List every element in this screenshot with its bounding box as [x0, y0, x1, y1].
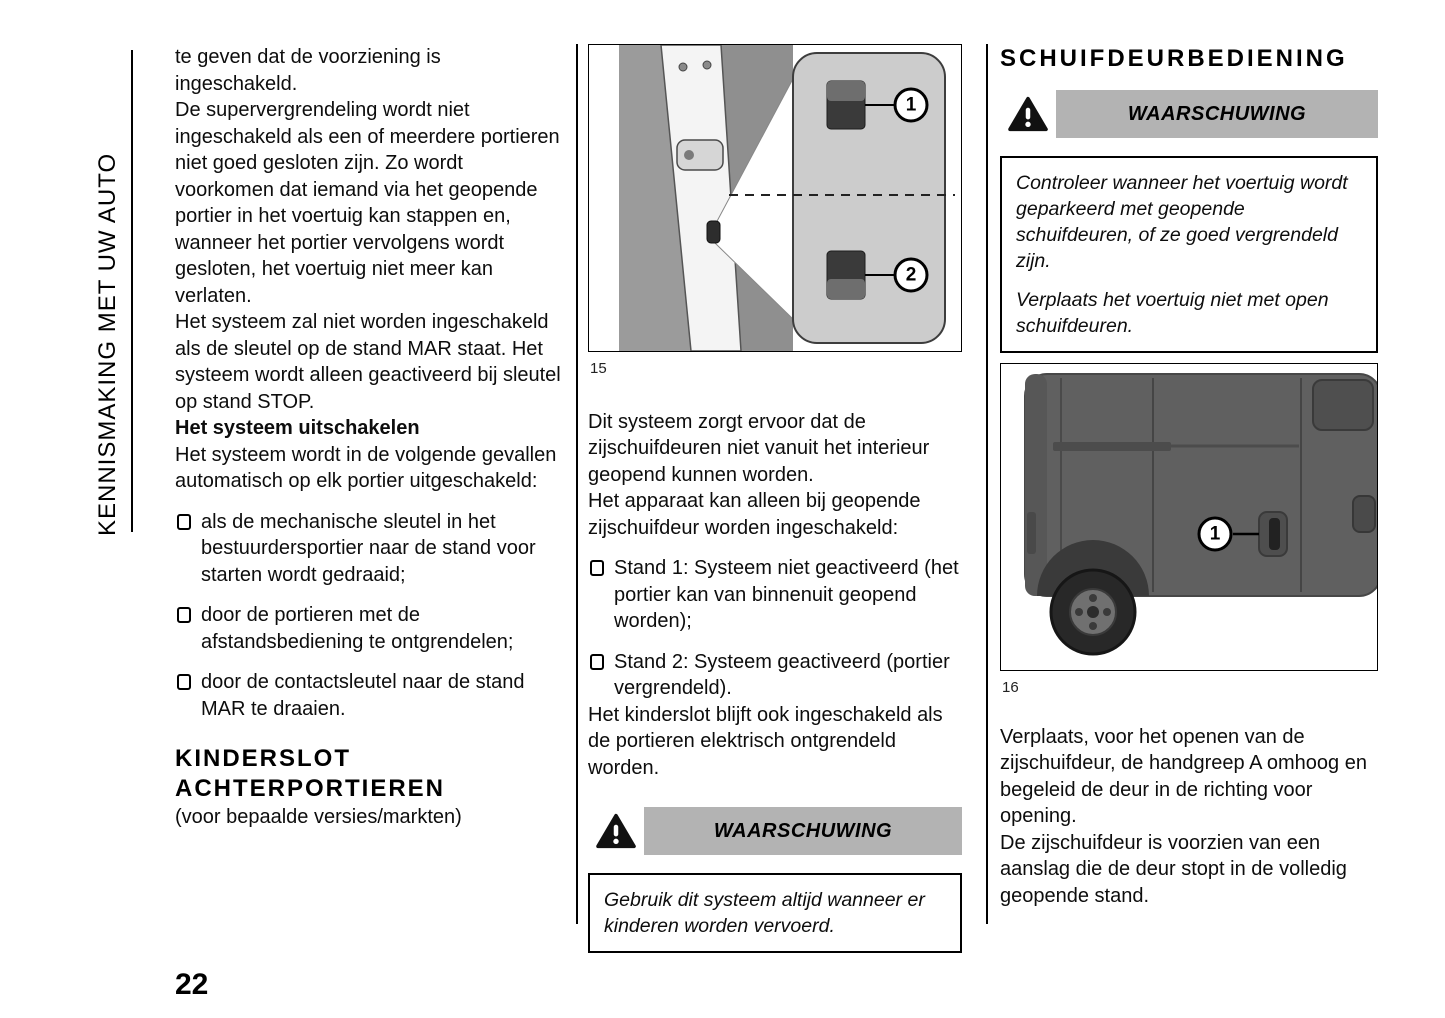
door-lock-illustration: [589, 45, 961, 351]
warning-bar: [588, 807, 962, 855]
column-divider-right: [986, 44, 988, 924]
checkbox-bullet-icon: [177, 607, 191, 623]
figure-16-label: 16: [1002, 679, 1019, 696]
wheel-bolt: [1089, 594, 1097, 602]
callout-number-2: 2: [905, 264, 917, 286]
checkbox-bullet-icon: [590, 654, 604, 670]
checkbox-bullet-icon: [177, 674, 191, 690]
screw-icon: [703, 61, 711, 69]
warning-icon-box: [1000, 90, 1056, 138]
list-item-text: door de portieren met de afstandsbediening te ontgrendelen;: [201, 604, 514, 653]
warning-triangle-icon: [596, 813, 636, 849]
paragraph: Verplaats, voor het openen van de zijschuifdeur, de handgreep A omhoog en begeleid de deur in de richting voor opening.: [1000, 725, 1367, 827]
warning-text: Controleer wanneer het voertuig wordt geparkeerd met geopende schuifdeuren, of ze goed vergrendeld zijn.: [1016, 172, 1348, 272]
lock-position-1-toggle: [827, 81, 865, 101]
list-item: [588, 555, 962, 635]
figure-15-door-lock-illustration: [588, 44, 962, 352]
lock-position-2-toggle: [827, 279, 865, 299]
warning-text-box: [588, 873, 962, 953]
list-item-text: door de contactsleutel naar de stand MAR te draaien.: [201, 671, 525, 720]
rub-rail: [1053, 442, 1171, 451]
right-text-block: [1000, 724, 1378, 910]
wheel-bolt: [1103, 608, 1111, 616]
wheel-cap: [1087, 606, 1099, 618]
paragraph: Het apparaat kan alleen bij geopende zijschuifdeur worden ingeschakeld:: [588, 490, 921, 539]
chapter-title-rule: [131, 50, 133, 532]
list-item-text: als de mechanische sleutel in het bestuurdersportier naar de stand voor starten wordt gedraaid;: [201, 510, 536, 586]
screw-icon: [679, 63, 687, 71]
warning-text-box: [1000, 156, 1378, 353]
checkbox-bullet-icon: [590, 560, 604, 576]
latch-detail: [684, 150, 694, 160]
front-door-window: [1313, 380, 1373, 430]
paragraph: Het systeem wordt in de volgende gevallen automatisch op elk portier uitgeschakeld:: [175, 443, 557, 492]
list-item: [588, 649, 962, 702]
column-right: [1000, 44, 1378, 909]
list-item: [175, 602, 567, 655]
paragraph: De supervergrendeling wordt niet ingeschakeld als een of meerdere portieren niet goed gesloten zijn. Zo wordt voorkomen dat iemand via het geopende portier in het voertuig kan stappen en, wanneer het portier vervolgens wordt gesloten, het voertuig niet meer kan verlaten.: [175, 99, 560, 307]
list-item-text: Stand 2: Systeem geactiveerd (portier vergrendeld).: [614, 650, 950, 699]
figure-15-label: 15: [590, 360, 607, 377]
warning-title: WAARSCHUWING: [713, 819, 893, 842]
side-mirror: [1353, 496, 1375, 532]
callout-number-1: 1: [1209, 523, 1221, 545]
child-lock-knob: [707, 221, 720, 243]
van-rear-shading: [1025, 374, 1047, 596]
column-divider-left: [576, 44, 578, 924]
warning-bar: [1000, 90, 1378, 138]
paragraph: te geven dat de voorziening is ingeschakeld.: [175, 46, 441, 95]
door-handle: [1269, 518, 1280, 550]
checkbox-bullet-icon: [177, 514, 191, 530]
paragraph: De zijschuifdeur is voorzien van een aanslag die de deur stopt in de volledig geopende stand.: [1000, 831, 1347, 907]
wheel-bolt: [1075, 608, 1083, 616]
list-item: [175, 669, 567, 722]
wheel-bolt: [1089, 622, 1097, 630]
heading-schuifdeurbediening: SCHUIFDEURBEDIENING: [1000, 45, 1348, 72]
warning-text: Gebruik dit systeem altijd wanneer er kinderen worden vervoerd.: [604, 889, 925, 937]
warning-title: WAARSCHUWING: [1127, 102, 1307, 125]
list-item-text: Stand 1: Systeem niet geactiveerd (het portier kan van binnenuit geopend worden);: [614, 557, 959, 632]
paragraph: Dit systeem zorgt ervoor dat de zijschuifdeuren niet vanuit het interieur geopend kunnen worden.: [588, 410, 930, 486]
column-left: [175, 44, 567, 831]
version-note: (voor bepaalde versies/markten): [175, 806, 462, 828]
figure-16-van-illustration: [1000, 363, 1378, 671]
subheading-systeem-uitschakelen: Het systeem uitschakelen: [175, 417, 420, 439]
center-text-block: [588, 409, 962, 782]
paragraph: Het systeem zal niet worden ingeschakeld als de sleutel op de stand MAR staat. Het systeem wordt alleen geactiveerd bij sleutel op stand STOP.: [175, 311, 561, 413]
warning-triangle-icon: [1008, 96, 1048, 132]
warning-icon-box: [588, 807, 644, 855]
list-item: [175, 509, 567, 589]
door-latch-shape: [677, 140, 723, 170]
van-side-view-illustration: [1001, 364, 1377, 670]
callout-number-1: 1: [905, 94, 917, 116]
warning-text: Verplaats het voertuig niet met open schuifdeuren.: [1016, 289, 1329, 337]
rear-lamp: [1027, 512, 1036, 554]
paragraph: Het kinderslot blijft ook ingeschakeld als de portieren elektrisch ontgrendeld worden.: [588, 703, 943, 779]
column-center: [588, 44, 962, 953]
chapter-sidebar-title: KENNISMAKING MET UW AUTO: [94, 152, 121, 536]
page-number: 22: [175, 968, 209, 1001]
heading-kinderslot-achterportieren: KINDERSLOT ACHTERPORTIEREN: [175, 745, 446, 802]
